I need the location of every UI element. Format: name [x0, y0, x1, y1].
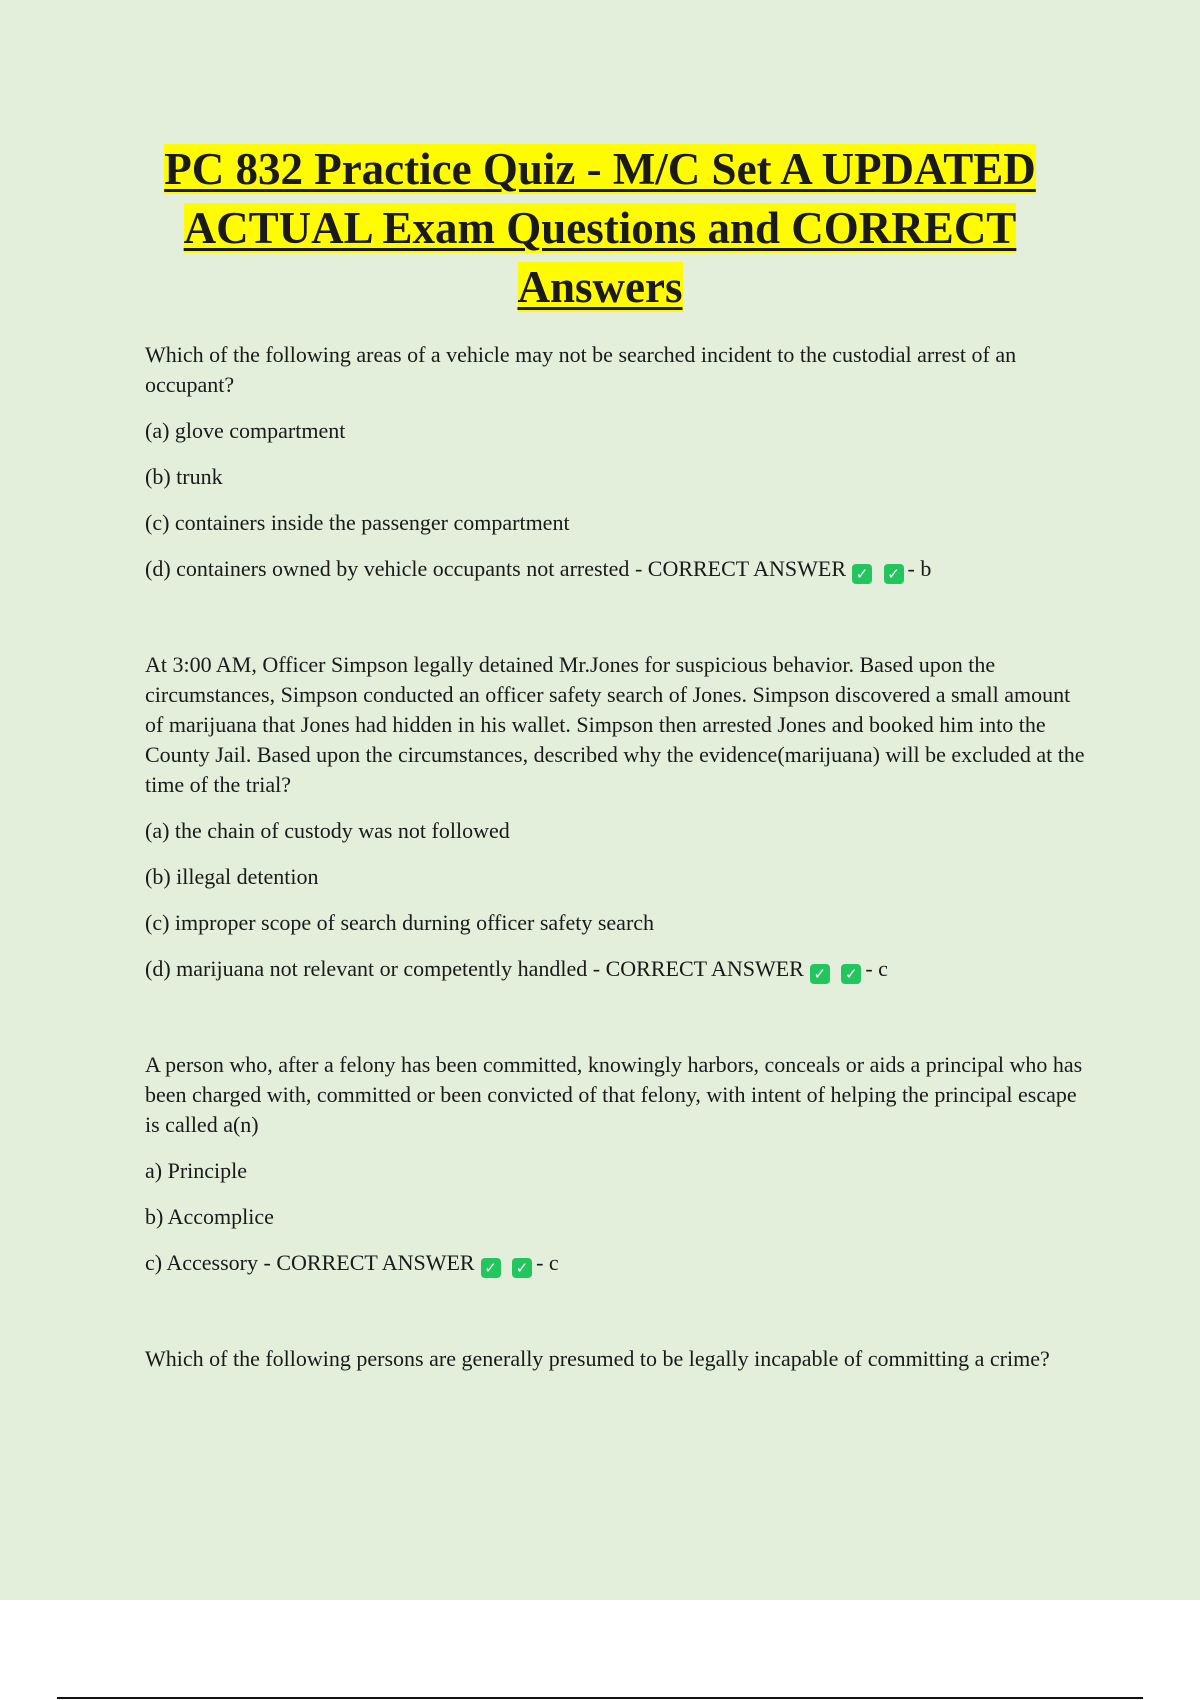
document-title-text: PC 832 Practice Quiz - M/C Set A UPDATED ACTUAL Exam Questions and CORRECT Answers: [164, 144, 1036, 312]
question-2-option-a: (a) the chain of custody was not followed: [145, 818, 510, 843]
question-3-option-c-text: c) Accessory: [145, 1250, 259, 1275]
question-list: [145, 340, 1085, 1440]
question-1-text: Which of the following areas of a vehicle may not be searched incident to the custodial arrest of an occupant?: [145, 342, 1017, 397]
question-1-option-a: (a) glove compartment: [145, 418, 346, 443]
question-3-text: A person who, after a felony has been committed, knowingly harbors, conceals or aids a principal who has been charged with, committed or been convicted of that felony, with intent of helping the principal escape is called a(n): [145, 1052, 1083, 1137]
question-1-option-d: [145, 554, 1085, 584]
check-mark-icon: ✓: [841, 964, 861, 984]
question-3-answer: - c: [536, 1250, 559, 1275]
footer-divider: [57, 1697, 1143, 1699]
question-3-option-c: [145, 1248, 1085, 1278]
question-3: [145, 1050, 1085, 1278]
check-mark-icon: ✓: [884, 564, 904, 584]
question-1: [145, 340, 1085, 584]
question-2-option-c: (c) improper scope of search durning officer safety search: [145, 910, 655, 935]
question-1-option-d-text: (d) containers owned by vehicle occupants not arrested: [145, 556, 630, 581]
question-1-answer: - b: [907, 556, 932, 581]
question-2-option-d: [145, 954, 1085, 984]
check-mark-icon: ✓: [852, 564, 872, 584]
question-3-option-b: b) Accomplice: [145, 1204, 274, 1229]
question-2: [145, 650, 1085, 984]
question-1-option-b: (b) trunk: [145, 464, 223, 489]
question-2-answer: - c: [865, 956, 888, 981]
question-2-option-b: (b) illegal detention: [145, 864, 319, 889]
check-mark-icon: ✓: [481, 1258, 501, 1278]
correct-answer-label: - CORRECT ANSWER: [592, 956, 804, 981]
question-1-option-c: (c) containers inside the passenger compartment: [145, 510, 570, 535]
question-3-option-a: a) Principle: [145, 1158, 248, 1183]
check-mark-icon: ✓: [512, 1258, 532, 1278]
question-4-text: Which of the following persons are generally presumed to be legally incapable of committing a crime?: [145, 1346, 1050, 1371]
correct-answer-label: - CORRECT ANSWER: [263, 1250, 475, 1275]
question-2-option-d-text: (d) marijuana not relevant or competently handled: [145, 956, 588, 981]
correct-answer-label: - CORRECT ANSWER: [634, 556, 846, 581]
document-title: [120, 140, 1080, 317]
question-2-text: At 3:00 AM, Officer Simpson legally detained Mr.Jones for suspicious behavior. Based upon the circumstances, Simpson conducted an officer safety search of Jones. Simpson discovered a small amount of marijuana that Jones had hidden in his wallet. Simpson then arrested Jones and booked him into the County Jail. Based upon the circumstances, described why the evidence(marijuana) will be excluded at the time of the trial?: [145, 652, 1085, 797]
check-mark-icon: ✓: [810, 964, 830, 984]
question-4: [145, 1344, 1085, 1374]
